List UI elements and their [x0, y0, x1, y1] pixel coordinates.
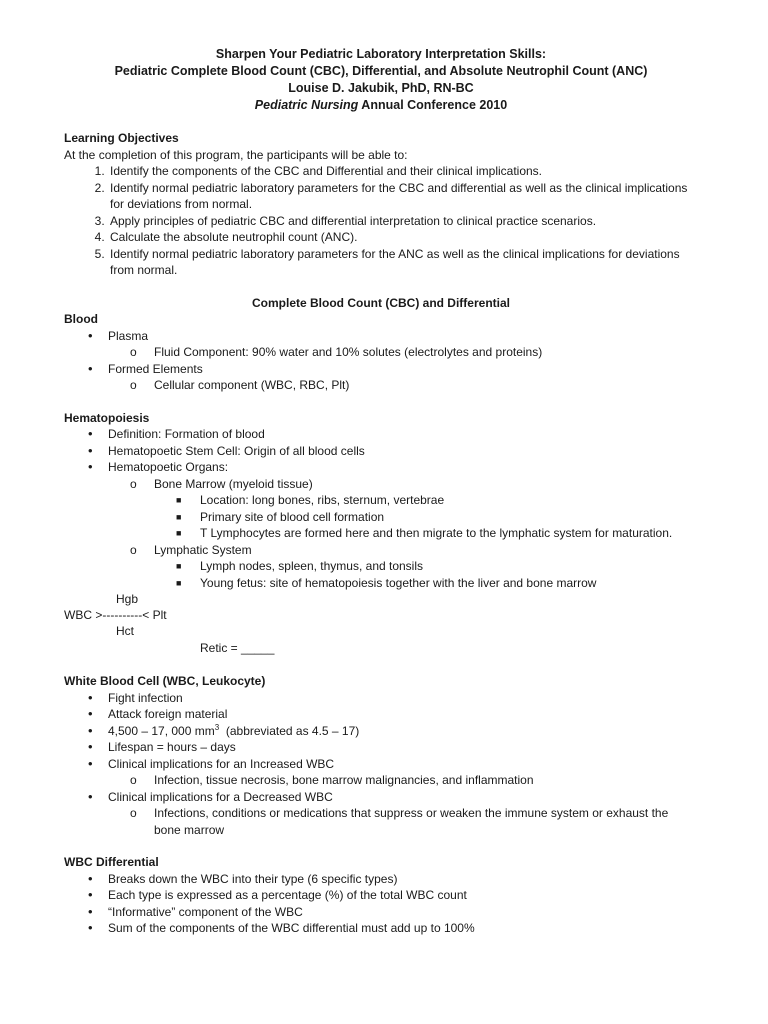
cbc-section-heading: Complete Blood Count (CBC) and Differential — [252, 295, 510, 310]
circle-bullet-icon: o — [130, 345, 137, 359]
conference-name: Pediatric Nursing — [254, 98, 359, 112]
differential-list — [64, 871, 698, 937]
formula-wbc-plt: WBC >----------< Plt — [64, 608, 167, 622]
document-header — [64, 46, 698, 114]
list-item: o Cellular component (WBC, RBC, Plt) — [130, 378, 350, 392]
circle-bullet-icon: o — [130, 542, 137, 557]
bullet-icon: • — [88, 689, 93, 705]
bullet-icon: • — [88, 887, 93, 902]
list-item: ■ Location: long bones, ribs, sternum, vertebrae — [176, 493, 445, 507]
bullet-icon: • — [88, 459, 93, 474]
circle-bullet-icon: o — [130, 378, 137, 392]
square-bullet-icon: ■ — [176, 511, 182, 522]
list-item: • Breaks down the WBC into their type (6 specific types) — [88, 870, 398, 886]
formula-hgb: Hgb — [116, 592, 139, 606]
formula-hct: Hct — [116, 624, 134, 638]
bullet-icon: • — [88, 903, 93, 919]
list-item: • Lifespan = hours – days — [88, 739, 236, 754]
objectives-list — [64, 163, 698, 279]
list-item: • Hematopoetic Stem Cell: Origin of all blood cells — [88, 442, 365, 458]
list-item: • Sum of the components of the WBC differential must add up to 100% — [88, 920, 475, 935]
formula-retic: Retic = _____ — [200, 641, 275, 655]
author-line: Louise D. Jakubik, PhD, RN-BC — [288, 81, 474, 95]
bullet-icon: • — [88, 870, 93, 886]
list-item: ■ Primary site of blood cell formation — [176, 509, 385, 524]
list-item: o Bone Marrow (myeloid tissue) ■ Location: long bones, ribs, sternum, vertebrae ■ Primary site of blood cell formation ■ T Lymphocytes are formed here and then migrate to the lymphatic system for maturation. — [64, 476, 698, 542]
objective-item: 2. Identify normal pediatric laboratory parameters for the CBC and differential as well as the clinical implications for deviations from normal. — [108, 180, 698, 213]
list-item: • Each type is expressed as a percentage (%) of the total WBC count — [88, 887, 467, 902]
bullet-icon: • — [88, 442, 93, 458]
list-item: • Definition: Formation of blood — [88, 426, 265, 441]
list-item: • Fight infection — [88, 689, 183, 705]
differential-heading: WBC Differential — [64, 855, 159, 869]
list-item: • Formed Elements o Cellular component (WBC, RBC, Plt) — [64, 361, 698, 394]
objective-item: 4. Calculate the absolute neutrophil count (ANC). — [108, 229, 698, 246]
objectives-intro: At the completion of this program, the participants will be able to: — [64, 147, 408, 162]
wbc-heading: White Blood Cell (WBC, Leukocyte) — [64, 674, 266, 688]
list-item: • Plasma o Fluid Component: 90% water and 10% solutes (electrolytes and proteins) — [64, 328, 698, 361]
hematopoiesis-list — [64, 426, 698, 591]
list-item: o Infections, conditions or medications that suppress or weaken the immune system or exhaust the bone marrow — [130, 806, 669, 837]
list-item: o Fluid Component: 90% water and 10% solutes (electrolytes and proteins) — [130, 345, 543, 359]
list-item: o Lymphatic System ■ Lymph nodes, spleen, thymus, and tonsils ■ Young fetus: site of hematopoiesis together with the liver and bone marrow — [64, 542, 698, 592]
bullet-icon: • — [88, 920, 93, 935]
bullet-icon: • — [88, 755, 93, 771]
list-item: • Attack foreign material — [88, 706, 228, 721]
list-item: • 4,500 – 17, 000 $mm^3$ (abbreviated as 4.5 – 17) — [88, 722, 360, 738]
bullet-icon: • — [88, 788, 93, 804]
circle-bullet-icon: o — [130, 773, 137, 787]
objective-item: 3. Apply principles of pediatric CBC and differential interpretation to clinical practice scenarios. — [108, 213, 698, 230]
circle-bullet-icon: o — [130, 806, 137, 820]
bullet-icon: • — [88, 739, 93, 754]
hematopoiesis-heading: Hematopoiesis — [64, 410, 150, 425]
list-item: • Clinical implications for an Increased WBC o Infection, tissue necrosis, bone marrow malignancies, and inflammation — [64, 756, 698, 789]
blood-list — [64, 328, 698, 394]
circle-bullet-icon: o — [130, 476, 137, 491]
list-item: • Hematopoetic Organs: o Bone Marrow (myeloid tissue) ■ Location: long bones, ribs, sternum, vertebrae ■ Primary site of blood cell formation ■ T Lymphocytes are formed here and then migrate to the lymphatic system for maturation. o Lymphatic System ■ Lymph nodes, spleen, thymus, and tonsils ■ Young fetus: site of hematopoiesis together with the liver and bone marrow — [64, 459, 698, 591]
conference-year: Annual Conference 2010 — [358, 98, 508, 112]
objective-item: 1. Identify the components of the CBC and Differential and their clinical implications. — [108, 163, 698, 180]
bullet-icon: • — [88, 706, 93, 721]
square-bullet-icon: ■ — [176, 561, 182, 571]
conference-line — [64, 97, 698, 114]
list-item: ■ Lymph nodes, spleen, thymus, and tonsils — [176, 559, 424, 573]
objective-item: 5. Identify normal pediatric laboratory parameters for the ANC as well as the clinical implications for deviations from normal. — [108, 246, 698, 279]
list-item: • “Informative” component of the WBC — [88, 903, 303, 919]
list-item: ■ Young fetus: site of hematopoiesis together with the liver and bone marrow — [176, 575, 597, 590]
square-bullet-icon: ■ — [176, 495, 182, 505]
square-bullet-icon: ■ — [176, 577, 182, 588]
title-line-1: Sharpen Your Pediatric Laboratory Interpretation Skills: — [215, 47, 547, 61]
list-item: o Infection, tissue necrosis, bone marrow malignancies, and inflammation — [130, 773, 534, 787]
list-item: ■ T Lymphocytes are formed here and then migrate to the lymphatic system for maturation. — [176, 526, 673, 540]
bullet-icon: • — [88, 327, 93, 343]
blood-heading: Blood — [64, 312, 98, 326]
list-item: • Clinical implications for a Decreased WBC o Infections, conditions or medications that suppress or weaken the immune system or exhaust the bone marrow — [64, 789, 698, 839]
objectives-heading: Learning Objectives — [64, 131, 179, 145]
wbc-list — [64, 690, 698, 839]
title-line-2: Pediatric Complete Blood Count (CBC), Differential, and Absolute Neutrophil Count (ANC) — [114, 64, 648, 78]
bullet-icon: • — [88, 722, 93, 738]
square-bullet-icon: ■ — [176, 528, 182, 538]
bullet-icon: • — [88, 426, 93, 441]
bullet-icon: • — [88, 360, 93, 376]
cbc-fishbone-formula — [64, 591, 698, 657]
